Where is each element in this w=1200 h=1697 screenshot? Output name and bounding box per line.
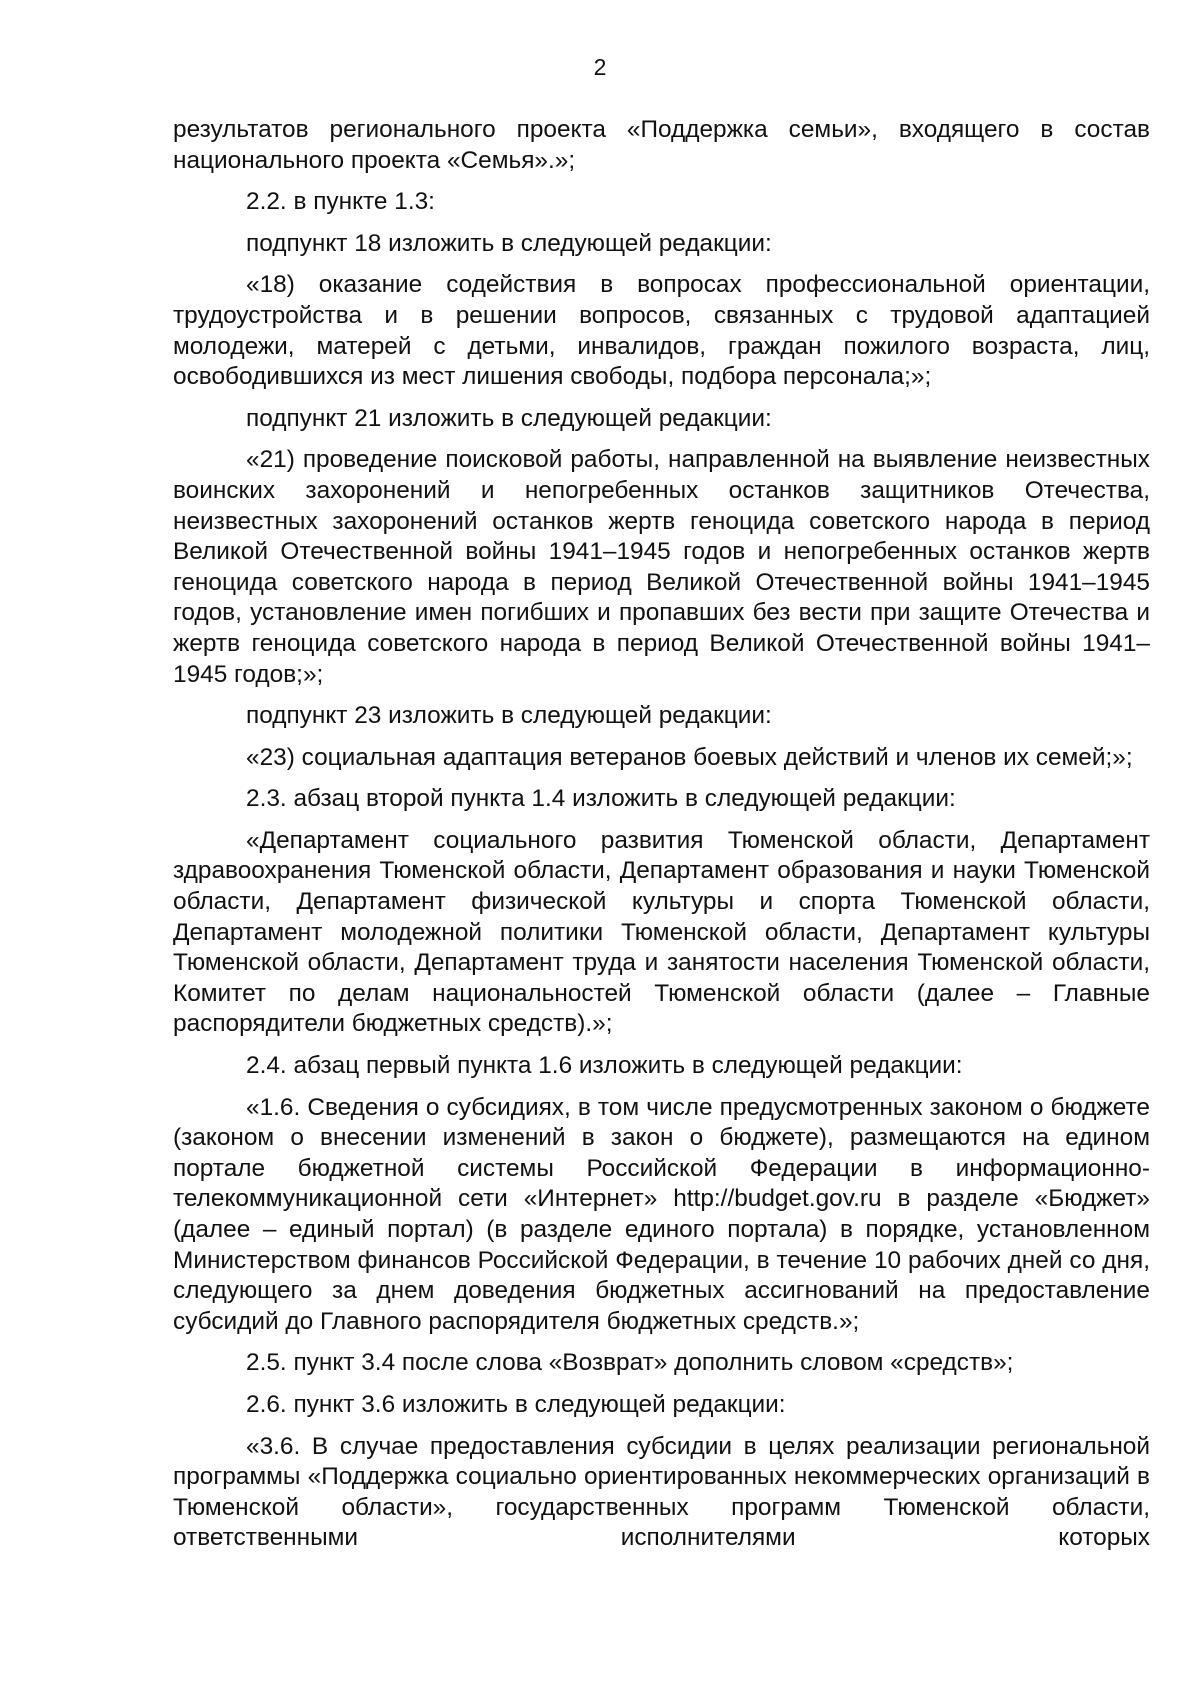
paragraph-item-2-6: 2.6. пункт 3.6 изложить в следующей редакции: xyxy=(246,1390,786,1418)
paragraph-item-2-5: 2.5. пункт 3.4 после слова «Возврат» дополнить словом «средств»; xyxy=(246,1349,1014,1377)
paragraph-item-1-6-text: «1.6. Сведения о субсидиях, в том числе предусмотренных законом о бюджете (законом о внесении изменений в закон о бюджете), размещаются на едином портале бюджетной системы Российской Федерации в информационно-телекоммуникационной сети «Интернет» http://budget.gov.ru в разделе «Бюджет» (далее – единый портал) (в разделе единого портала) в порядке, установленном Министерством финансов Российской Федерации, в течение 10 рабочих дней со дня, следующего за днем доведения бюджетных ассигнований на предоставление субсидий до Главного распорядителя бюджетных средств.»; xyxy=(173,1093,1150,1335)
paragraph-subitem-23-text: «23) социальная адаптация ветеранов боевых действий и членов их семей;»; xyxy=(246,743,1133,771)
paragraph-subitem-18-text: «18) оказание содействия в вопросах профессиональной ориентации, трудоустройства и в решении вопросов, связанных с трудовой адаптацией молодежи, матерей с детьми, инвалидов, граждан пожилого возраста, лиц, освободившихся из мест лишения свободы, подбора персонала;»; xyxy=(173,271,1150,391)
paragraph-subitem-21-header: подпункт 21 изложить в следующей редакции: xyxy=(246,404,772,432)
paragraph-subitem-23-header: подпункт 23 изложить в следующей редакции: xyxy=(246,702,772,730)
paragraph-continuation: результатов регионального проекта «Поддержка семьи», входящего в состав национального проекта «Семья».»; xyxy=(173,116,1150,174)
paragraph-departments-list: «Департамент социального развития Тюменской области, Департамент здравоохранения Тюменской области, Департамент образования и науки Тюменской области, Департамент физической культуры и спорта Тюменской области, Департамент молодежной политики Тюменской области, Департамент культуры Тюменской области, Департамент труда и занятости населения Тюменской области, Комитет по делам национальностей Тюменской области (далее – Главные распорядители бюджетных средств).»; xyxy=(173,826,1150,1038)
document-body xyxy=(173,115,1150,1565)
paragraph-item-2-4: 2.4. абзац первый пункта 1.6 изложить в следующей редакции: xyxy=(246,1052,963,1080)
paragraph-item-2-3: 2.3. абзац второй пункта 1.4 изложить в следующей редакции: xyxy=(246,785,956,813)
paragraph-item-2-2: 2.2. в пункте 1.3: xyxy=(246,188,435,216)
paragraph-subitem-21-text: «21) проведение поисковой работы, направленной на выявление неизвестных воинских захоронений и непогребенных останков защитников Отечества, неизвестных захоронений останков жертв геноцида советского народа в период Великой Отечественной войны 1941–1945 годов и непогребенных останков жертв геноцида советского народа в период Великой Отечественной войны 1941–1945 годов, установление имен погибших и пропавших без вести при защите Отечества и жертв геноцида советского народа в период Великой Отечественной войны 1941–1945 годов;»; xyxy=(173,446,1150,688)
page-number: 2 xyxy=(593,54,607,80)
paragraph-subitem-18-header: подпункт 18 изложить в следующей редакции: xyxy=(246,229,772,257)
paragraph-item-3-6-text: «3.6. В случае предоставления субсидии в целях реализации региональной программы «Поддержка социально ориентированных некоммерческих организаций в Тюменской области», государственных программ Тюменской области, ответственными исполнителями которых xyxy=(173,1432,1150,1552)
